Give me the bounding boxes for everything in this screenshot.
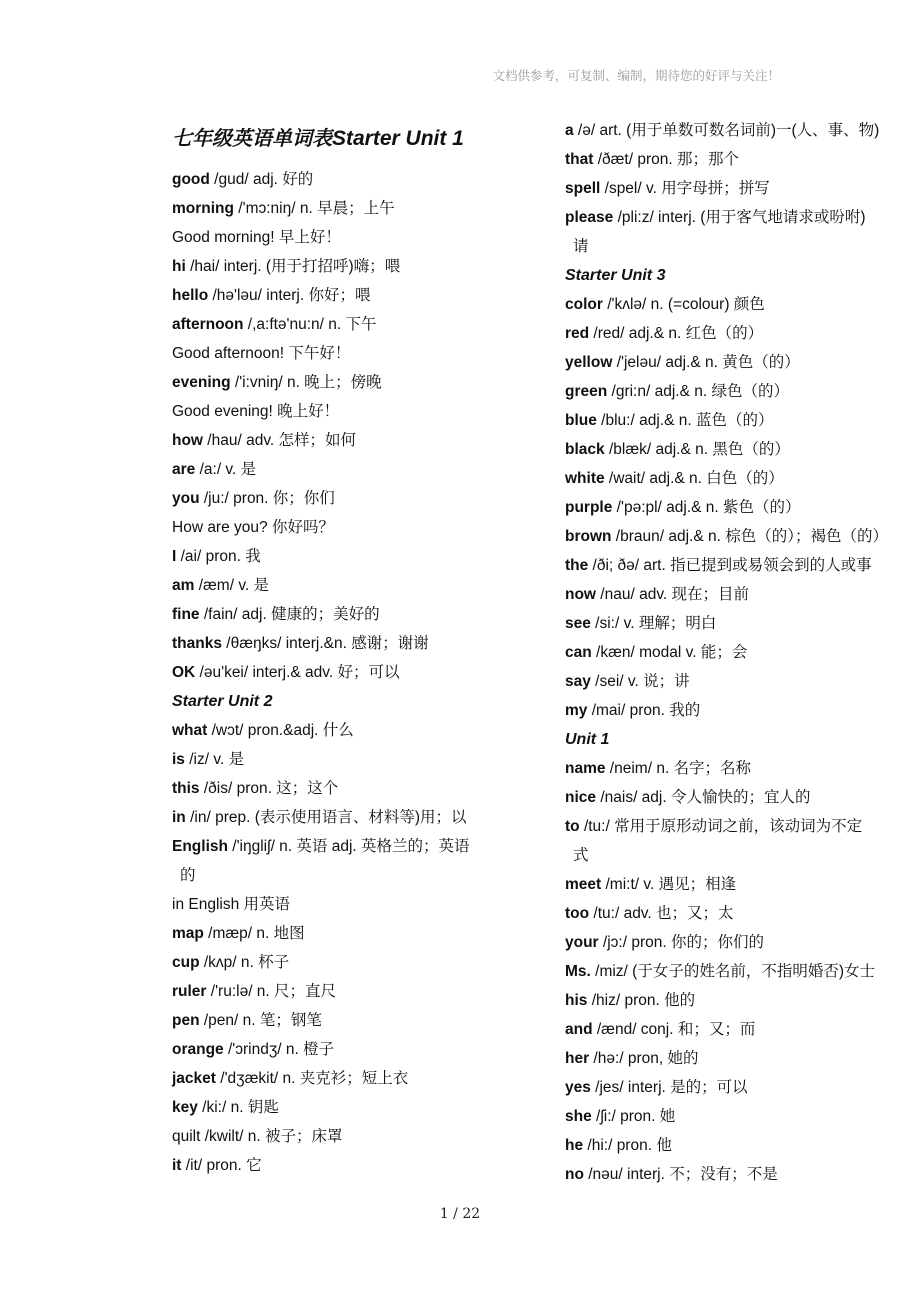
vocab-entry (565, 498, 801, 518)
vocab-word: can (565, 644, 592, 661)
vocab-word: blue (565, 412, 597, 429)
vocab-word: it (172, 1157, 182, 1174)
vocab-word: is (172, 751, 185, 768)
vocab-word: ruler (172, 983, 207, 1000)
vocab-entry (565, 179, 770, 199)
vocab-definition: 式 (573, 847, 589, 864)
vocab-entry (565, 440, 790, 460)
vocab-word: in (172, 809, 186, 826)
vocab-definition: /in/ prep. (表示使用语言、材料等)用；以 (185, 809, 467, 826)
vocab-entry (172, 431, 356, 451)
vocab-entry (565, 672, 690, 692)
page-title-en: Starter Unit 1 (332, 127, 464, 150)
watermark-text: 文档供参考，可复制、编制，期待您的好评与关注！ (492, 68, 780, 83)
vocab-definition: /a:/ v. 是 (195, 461, 257, 478)
vocab-entry (565, 788, 810, 808)
section-heading: Starter Unit 3 (565, 267, 666, 284)
vocab-entry (565, 469, 784, 489)
vocab-word: meet (565, 876, 602, 893)
vocab-word: black (565, 441, 605, 458)
vocab-definition: /tu:/ adv. 也；又；太 (589, 905, 734, 922)
vocab-definition: /'pə:pl/ adj.& n. 紫色（的） (612, 499, 801, 516)
vocab-word: brown (565, 528, 612, 545)
vocab-definition: /'jeləu/ adj.& n. 黄色（的） (612, 354, 800, 371)
vocab-definition: /mai/ pron. 我的 (587, 702, 701, 719)
vocab-entry (172, 779, 338, 799)
vocab-definition: /it/ pron. 它 (181, 1157, 262, 1174)
vocab-word: his (565, 992, 588, 1009)
section-heading: Starter Unit 2 (172, 693, 273, 710)
vocab-definition: How are you? 你好吗？ (172, 519, 334, 536)
vocab-word: red (565, 325, 590, 342)
vocab-entry (172, 634, 429, 654)
vocab-definition: /mi:t/ v. 遇见；相逢 (601, 876, 737, 893)
vocab-definition: /blæk/ adj.& n. 黑色（的） (604, 441, 790, 458)
vocab-entry (565, 1136, 672, 1156)
vocab-word: how (172, 432, 203, 449)
vocab-word: thanks (172, 635, 222, 652)
vocab-word: a (565, 122, 574, 139)
vocab-entry (172, 199, 395, 219)
vocab-entry (172, 750, 244, 770)
vocab-entry (565, 150, 739, 170)
vocab-word: Ms. (565, 963, 591, 980)
vocab-entry (172, 286, 371, 306)
vocab-word: am (172, 577, 195, 594)
vocab-word: fine (172, 606, 200, 623)
vocab-entry (172, 1040, 334, 1060)
vocab-definition: /ænd/ conj. 和；又；而 (592, 1021, 756, 1038)
vocab-definition: /'mɔ:niŋ/ n. 早晨；上午 (234, 200, 395, 217)
vocab-definition: /red/ adj.& n. 红色（的） (589, 325, 764, 342)
vocab-entry (172, 1156, 262, 1176)
vocab-definition: /nau/ adv. 现在；目前 (596, 586, 750, 603)
vocab-definition: /tu:/ 常用于原形动词之前，该动词为不定 (579, 818, 863, 835)
vocab-word: nice (565, 789, 597, 806)
vocab-definition: /pli:z/ interj. (用于客气地请求或吩咐) (613, 209, 866, 226)
vocab-entry (172, 837, 470, 857)
page-title (172, 122, 532, 151)
vocab-word: orange (172, 1041, 224, 1058)
vocab-entry (172, 489, 335, 509)
vocab-definition: /hi:/ pron. 他 (583, 1137, 672, 1154)
vocab-entry (565, 1020, 755, 1040)
vocab-word: white (565, 470, 605, 487)
vocab-entry (565, 614, 716, 634)
vocab-entry (172, 257, 400, 277)
vocab-word: say (565, 673, 591, 690)
vocab-entry (172, 605, 380, 625)
vocab-word: afternoon (172, 316, 244, 333)
vocab-entry (172, 721, 354, 741)
vocab-entry (172, 1011, 322, 1031)
vocab-word: now (565, 586, 596, 603)
vocab-definition: /'iŋgliʃ/ n. 英语 adj. 英格兰的；英语 (227, 838, 470, 855)
vocab-definition: 请 (573, 238, 589, 255)
vocab-entry (565, 1107, 675, 1127)
vocab-definition: /miz/ (于女子的姓名前，不指明婚否)女士 (590, 963, 875, 980)
vocab-word: what (172, 722, 208, 739)
vocab-definition: /'i:vniŋ/ n. 晚上；傍晚 (230, 374, 382, 391)
vocab-word: he (565, 1137, 584, 1154)
page-title-cn: 七年级英语单词表 (172, 126, 332, 150)
vocab-definition: Good afternoon! 下午好！ (172, 345, 351, 362)
vocab-definition: /θæŋks/ interj.&n. 感谢；谢谢 (221, 635, 429, 652)
vocab-entry (565, 411, 773, 431)
vocab-word: and (565, 1021, 593, 1038)
vocab-definition: quilt /kwilt/ n. 被子；床罩 (172, 1128, 343, 1145)
vocab-entry (172, 663, 400, 683)
vocab-definition: /hau/ adv. 怎样；如何 (203, 432, 357, 449)
vocab-word: OK (172, 664, 196, 681)
vocab-entry (565, 208, 866, 228)
vocab-entry (172, 1127, 343, 1147)
vocab-definition: /neim/ n. 名字；名称 (605, 760, 752, 777)
vocab-definition: /ai/ pron. 我 (176, 548, 261, 565)
vocab-entry (172, 808, 467, 828)
vocab-entry (565, 382, 789, 402)
vocab-definition: /hə:/ pron, 她的 (589, 1050, 699, 1067)
vocab-definition: /ðæt/ pron. 那；那个 (593, 151, 739, 168)
vocab-word: purple (565, 499, 613, 516)
vocab-word: pen (172, 1012, 200, 1029)
vocab-word: you (172, 490, 200, 507)
vocab-word: hi (172, 258, 186, 275)
vocab-entry (565, 527, 888, 547)
vocab-entry (565, 643, 747, 663)
vocab-entry (172, 895, 290, 915)
vocab-definition: /'ru:lə/ n. 尺；直尺 (206, 983, 337, 1000)
vocab-word: jacket (172, 1070, 216, 1087)
vocab-definition: /wait/ adj.& n. 白色（的） (604, 470, 784, 487)
vocab-definition: /ə/ art. (用于单数可数名词前)一(人、事、物) (573, 122, 880, 139)
vocab-entry (172, 518, 334, 538)
vocab-entry (565, 585, 749, 605)
vocab-word: yellow (565, 354, 613, 371)
vocab-word: hello (172, 287, 209, 304)
vocab-entry (565, 295, 765, 315)
vocab-definition: /gud/ adj. 好的 (209, 171, 314, 188)
vocab-definition: /ðis/ pron. 这；这个 (199, 780, 339, 797)
vocab-entry (565, 1049, 699, 1069)
vocab-word: I (172, 548, 177, 565)
vocab-entry (172, 953, 289, 973)
vocab-word: yes (565, 1079, 591, 1096)
vocab-word: no (565, 1166, 584, 1183)
vocab-word: English (172, 838, 228, 855)
vocab-definition: /mæp/ n. 地图 (203, 925, 305, 942)
vocab-definition: /gri:n/ adj.& n. 绿色（的） (607, 383, 789, 400)
vocab-word: she (565, 1108, 592, 1125)
vocab-word: your (565, 934, 599, 951)
vocab-entry (565, 1165, 778, 1185)
vocab-entry (172, 576, 269, 596)
vocab-definition: /pen/ n. 笔；钢笔 (199, 1012, 322, 1029)
vocab-definition: /ju:/ pron. 你；你们 (199, 490, 335, 507)
vocab-definition: Good evening! 晚上好！ (172, 403, 340, 420)
vocab-definition: /spel/ v. 用字母拼；拼写 (600, 180, 770, 197)
vocab-definition: in English 用英语 (172, 896, 291, 913)
vocab-entry (565, 759, 751, 779)
vocab-word: are (172, 461, 196, 478)
vocab-entry (565, 701, 700, 721)
vocab-definition: /æm/ v. 是 (194, 577, 270, 594)
vocab-word: good (172, 171, 210, 188)
vocab-entry-continuation (565, 237, 589, 257)
vocab-word: her (565, 1050, 590, 1067)
vocab-definition: /wɔt/ pron.&adj. 什么 (207, 722, 354, 739)
vocab-entry (565, 875, 736, 895)
vocab-word: spell (565, 180, 601, 197)
vocab-definition: /iz/ v. 是 (184, 751, 245, 768)
vocab-definition: 的 (180, 867, 196, 884)
vocab-word: too (565, 905, 590, 922)
vocab-entry (172, 228, 341, 248)
vocab-definition: /ki:/ n. 钥匙 (197, 1099, 279, 1116)
section-heading: Unit 1 (565, 731, 610, 748)
vocab-definition: /jes/ interj. 是的；可以 (590, 1079, 748, 1096)
vocab-entry-continuation (565, 846, 589, 866)
vocab-definition: /fain/ adj. 健康的；美好的 (199, 606, 380, 623)
vocab-definition: /hai/ interj. (用于打招呼)嗨；喂 (185, 258, 401, 275)
page-number: 1 / 22 (439, 1206, 481, 1222)
vocab-definition: /'kʌlə/ n. (=colour) 颜色 (602, 296, 765, 313)
vocab-definition: /sei/ v. 说；讲 (590, 673, 690, 690)
vocab-definition: /hiz/ pron. 他的 (587, 992, 696, 1009)
vocab-entry (172, 170, 313, 190)
vocab-word: evening (172, 374, 231, 391)
vocab-word: that (565, 151, 594, 168)
vocab-entry (172, 924, 305, 944)
vocab-entry (172, 547, 261, 567)
vocab-word: key (172, 1099, 198, 1116)
vocab-definition: /ʃi:/ pron. 她 (591, 1108, 676, 1125)
vocab-word: to (565, 818, 580, 835)
vocab-word: please (565, 209, 614, 226)
vocab-entry (172, 1098, 279, 1118)
vocab-word: name (565, 760, 606, 777)
vocab-entry (565, 353, 800, 373)
vocab-word: see (565, 615, 591, 632)
vocab-entry (172, 402, 339, 422)
vocab-definition: /'ɔrindʒ/ n. 橙子 (223, 1041, 335, 1058)
vocab-definition: /blu:/ adj.& n. 蓝色（的） (596, 412, 774, 429)
vocab-entry (565, 991, 695, 1011)
vocab-entry (172, 982, 336, 1002)
vocab-definition: /ði; ðə/ art. 指已提到或易领会到的人或事 (588, 557, 872, 574)
vocab-definition: /si:/ v. 理解；明白 (590, 615, 717, 632)
vocab-entry (172, 344, 350, 364)
vocab-definition: Good morning! 早上好！ (172, 229, 341, 246)
vocab-entry (565, 556, 872, 576)
vocab-word: color (565, 296, 603, 313)
vocab-word: the (565, 557, 589, 574)
vocab-word: green (565, 383, 608, 400)
vocab-word: morning (172, 200, 234, 217)
vocab-entry (172, 373, 382, 393)
vocab-entry (565, 933, 764, 953)
vocab-word: map (172, 925, 204, 942)
vocab-definition: /'dʒækit/ n. 夹克衫；短上衣 (215, 1070, 409, 1087)
vocab-entry (565, 121, 879, 141)
vocab-definition: /nais/ adj. 令人愉快的；宜人的 (596, 789, 811, 806)
vocab-definition: /braun/ adj.& n. 棕色（的）；褐色（的） (611, 528, 888, 545)
vocab-entry (172, 315, 377, 335)
vocab-entry (565, 324, 763, 344)
vocab-word: this (172, 780, 200, 797)
vocab-entry (565, 904, 734, 924)
vocab-definition: /əu'kei/ interj.& adv. 好；可以 (195, 664, 400, 681)
vocab-entry-continuation (172, 866, 196, 886)
vocab-entry (172, 1069, 408, 1089)
vocab-entry (565, 962, 875, 982)
vocab-entry (172, 460, 256, 480)
vocab-definition: /kæn/ modal v. 能；会 (591, 644, 748, 661)
vocab-definition: /nəu/ interj. 不；没有；不是 (583, 1166, 778, 1183)
vocab-definition: /hə'ləu/ interj. 你好；喂 (208, 287, 371, 304)
vocab-word: my (565, 702, 588, 719)
vocab-definition: /kʌp/ n. 杯子 (199, 954, 290, 971)
vocab-definition: /,a:ftə'nu:n/ n. 下午 (243, 316, 377, 333)
vocab-word: cup (172, 954, 200, 971)
vocab-entry (565, 817, 862, 837)
vocab-entry (565, 1078, 748, 1098)
vocab-definition: /jɔ:/ pron. 你的；你们的 (598, 934, 764, 951)
